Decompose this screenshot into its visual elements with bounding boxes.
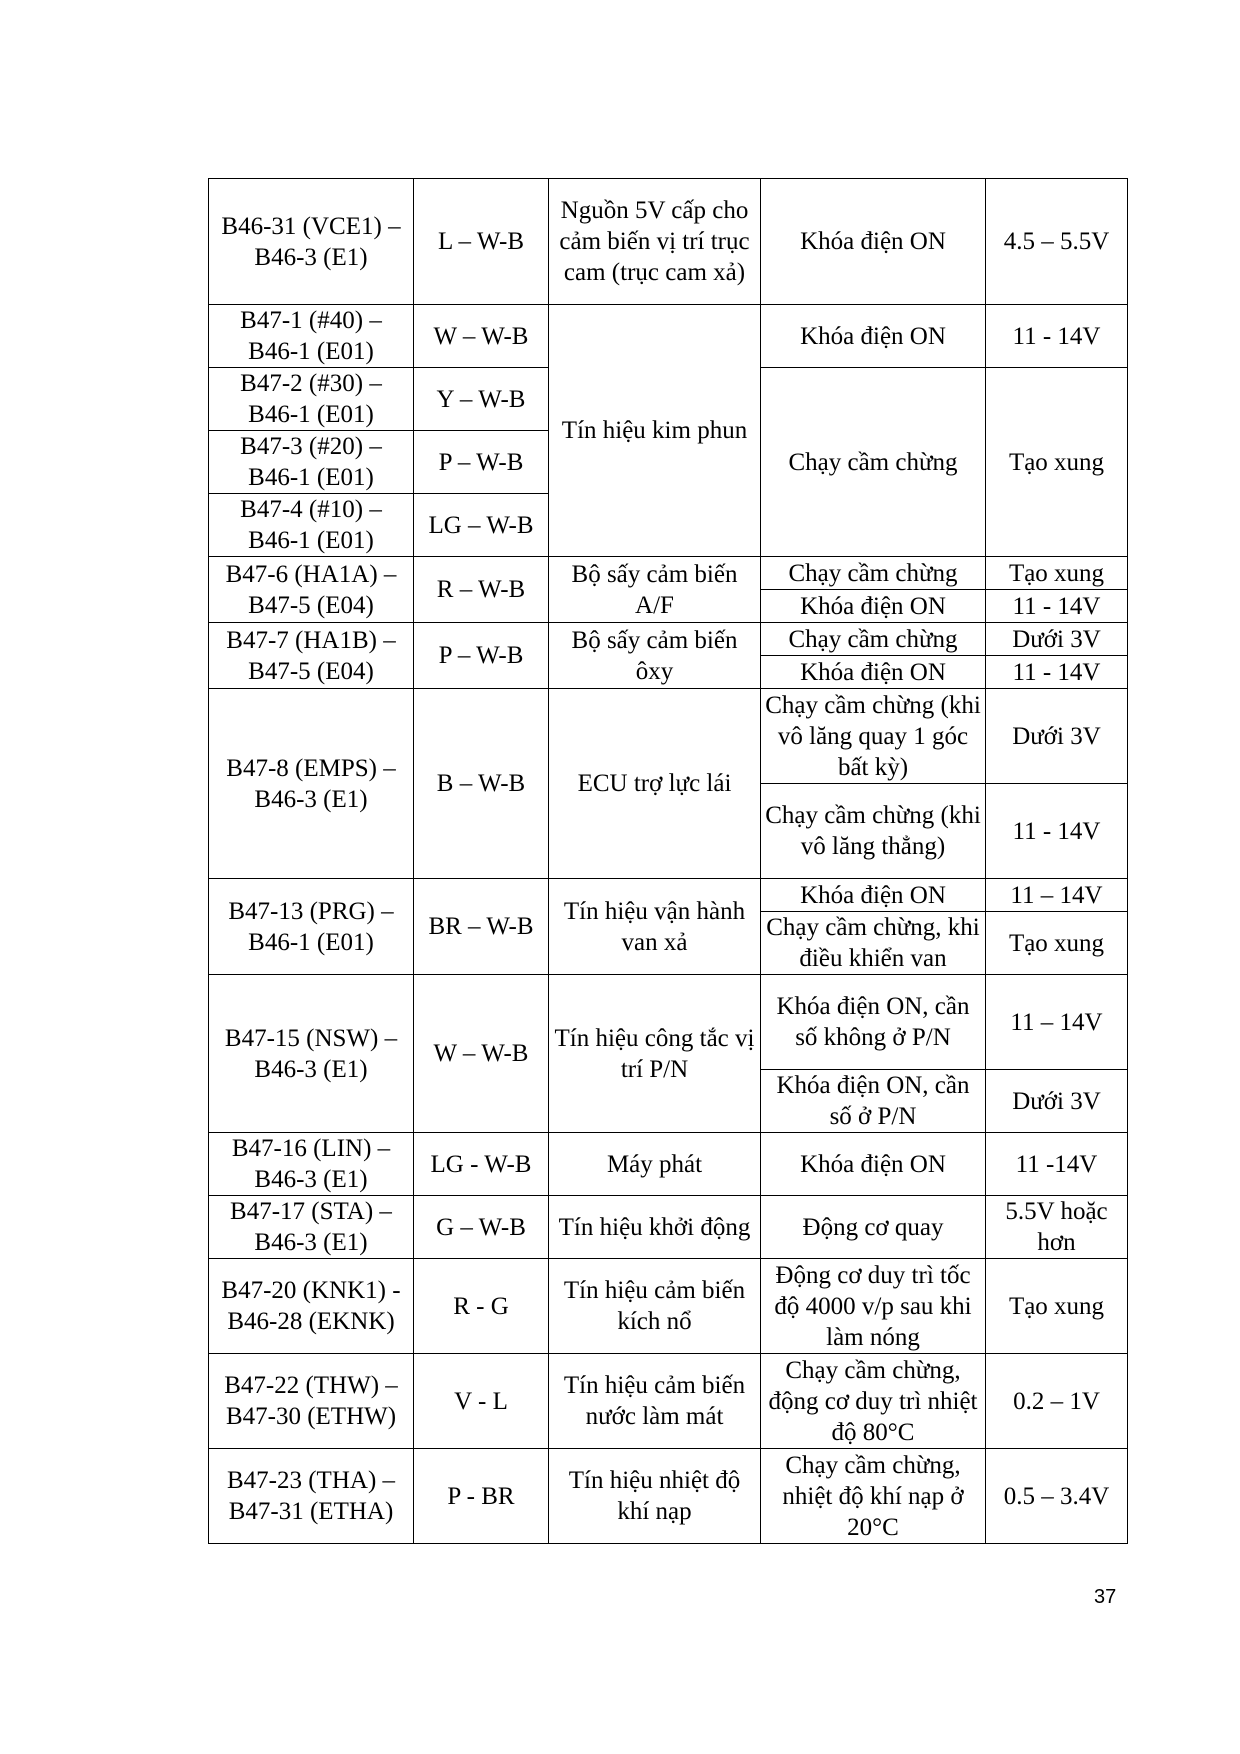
spec-cell: 11 - 14V [986, 656, 1128, 689]
spec-cell: Tạo xung [986, 368, 1128, 557]
terminal-cell: B47-7 (HA1B) – B47-5 (E04) [209, 623, 414, 689]
terminal-cell: B47-17 (STA) – B46-3 (E1) [209, 1196, 414, 1259]
wire-color-cell: V - L [414, 1354, 549, 1449]
condition-cell: Khóa điện ON [761, 879, 986, 912]
spec-cell: 11 - 14V [986, 784, 1128, 879]
description-cell: Bộ sấy cảm biến A/F [549, 557, 761, 623]
wire-color-cell: P – W-B [414, 623, 549, 689]
spec-cell: 11 -14V [986, 1133, 1128, 1196]
wire-color-cell: Y – W-B [414, 368, 549, 431]
wire-color-cell: L – W-B [414, 179, 549, 305]
page-number: 37 [1094, 1586, 1117, 1608]
spec-cell: 11 - 14V [986, 590, 1128, 623]
table-row [209, 1449, 1128, 1544]
wire-color-cell: BR – W-B [414, 879, 549, 975]
spec-cell: Dưới 3V [986, 1070, 1128, 1133]
terminal-cell: B47-15 (NSW) – B46-3 (E1) [209, 975, 414, 1133]
terminal-cell: B47-16 (LIN) – B46-3 (E1) [209, 1133, 414, 1196]
condition-cell: Chạy cầm chừng, nhiệt độ khí nạp ở 20°C [761, 1449, 986, 1544]
spec-cell: 0.5 – 3.4V [986, 1449, 1128, 1544]
terminal-cell: B46-31 (VCE1) – B46-3 (E1) [209, 179, 414, 305]
condition-cell: Khóa điện ON, cần số ở P/N [761, 1070, 986, 1133]
description-cell: Tín hiệu vận hành van xả [549, 879, 761, 975]
terminal-cell: B47-1 (#40) – B46-1 (E01) [209, 305, 414, 368]
spec-cell: Tạo xung [986, 912, 1128, 975]
description-cell: Tín hiệu công tắc vị trí P/N [549, 975, 761, 1133]
table-row [209, 179, 1128, 305]
wire-color-cell: LG - W-B [414, 1133, 549, 1196]
table-row [209, 1133, 1128, 1196]
spec-cell: 0.2 – 1V [986, 1354, 1128, 1449]
wire-color-cell: G – W-B [414, 1196, 549, 1259]
condition-cell: Khóa điện ON [761, 1133, 986, 1196]
table-row [209, 305, 1128, 368]
spec-cell: 4.5 – 5.5V [986, 179, 1128, 305]
condition-cell: Khóa điện ON [761, 656, 986, 689]
condition-cell: Khóa điện ON [761, 179, 986, 305]
spec-cell: Tạo xung [986, 1259, 1128, 1354]
table-row [209, 879, 1128, 912]
condition-cell: Khóa điện ON [761, 305, 986, 368]
table-row [209, 689, 1128, 784]
terminal-cell: B47-22 (THW) – B47-30 (ETHW) [209, 1354, 414, 1449]
condition-cell: Động cơ duy trì tốc độ 4000 v/p sau khi làm nóng [761, 1259, 986, 1354]
table-row [209, 1259, 1128, 1354]
wire-color-cell: R – W-B [414, 557, 549, 623]
description-cell: Tín hiệu kim phun [549, 305, 761, 557]
spec-cell: 11 – 14V [986, 879, 1128, 912]
terminal-cell: B47-23 (THA) – B47-31 (ETHA) [209, 1449, 414, 1544]
table-row [209, 557, 1128, 590]
wire-color-cell: W – W-B [414, 975, 549, 1133]
table-row [209, 1196, 1128, 1259]
description-cell: Tín hiệu cảm biến nước làm mát [549, 1354, 761, 1449]
terminal-cell: B47-4 (#10) – B46-1 (E01) [209, 494, 414, 557]
condition-cell: Chạy cầm chừng [761, 623, 986, 656]
condition-cell: Khóa điện ON [761, 590, 986, 623]
table-row [209, 975, 1128, 1070]
condition-cell: Chạy cầm chừng (khi vô lăng quay 1 góc bất kỳ) [761, 689, 986, 784]
description-cell: Máy phát [549, 1133, 761, 1196]
description-cell: Tín hiệu nhiệt độ khí nạp [549, 1449, 761, 1544]
wire-color-cell: LG – W-B [414, 494, 549, 557]
condition-cell: Chạy cầm chừng, khi điều khiển van [761, 912, 986, 975]
terminal-cell: B47-8 (EMPS) – B46-3 (E1) [209, 689, 414, 879]
spec-cell: Dưới 3V [986, 689, 1128, 784]
terminal-cell: B47-13 (PRG) – B46-1 (E01) [209, 879, 414, 975]
terminal-cell: B47-3 (#20) – B46-1 (E01) [209, 431, 414, 494]
table-row [209, 1354, 1128, 1449]
condition-cell: Chạy cầm chừng, động cơ duy trì nhiệt độ 80°C [761, 1354, 986, 1449]
condition-cell: Chạy cầm chừng (khi vô lăng thẳng) [761, 784, 986, 879]
condition-cell: Động cơ quay [761, 1196, 986, 1259]
condition-cell: Chạy cầm chừng [761, 557, 986, 590]
terminal-cell: B47-2 (#30) – B46-1 (E01) [209, 368, 414, 431]
spec-cell: Dưới 3V [986, 623, 1128, 656]
wire-color-cell: W – W-B [414, 305, 549, 368]
spec-cell: Tạo xung [986, 557, 1128, 590]
wire-color-cell: P – W-B [414, 431, 549, 494]
terminal-cell: B47-20 (KNK1) - B46-28 (EKNK) [209, 1259, 414, 1354]
description-cell: Nguồn 5V cấp cho cảm biến vị trí trục cam (trục cam xả) [549, 179, 761, 305]
table-row [209, 623, 1128, 656]
wire-color-cell: P - BR [414, 1449, 549, 1544]
description-cell: ECU trợ lực lái [549, 689, 761, 879]
wire-color-cell: R - G [414, 1259, 549, 1354]
condition-cell: Chạy cầm chừng [761, 368, 986, 557]
terminal-inspection-table [208, 178, 1128, 1544]
wire-color-cell: B – W-B [414, 689, 549, 879]
spec-cell: 5.5V hoặc hơn [986, 1196, 1128, 1259]
description-cell: Tín hiệu khởi động [549, 1196, 761, 1259]
spec-cell: 11 – 14V [986, 975, 1128, 1070]
terminal-cell: B47-6 (HA1A) – B47-5 (E04) [209, 557, 414, 623]
description-cell: Bộ sấy cảm biến ôxy [549, 623, 761, 689]
condition-cell: Khóa điện ON, cần số không ở P/N [761, 975, 986, 1070]
description-cell: Tín hiệu cảm biến kích nổ [549, 1259, 761, 1354]
spec-cell: 11 - 14V [986, 305, 1128, 368]
